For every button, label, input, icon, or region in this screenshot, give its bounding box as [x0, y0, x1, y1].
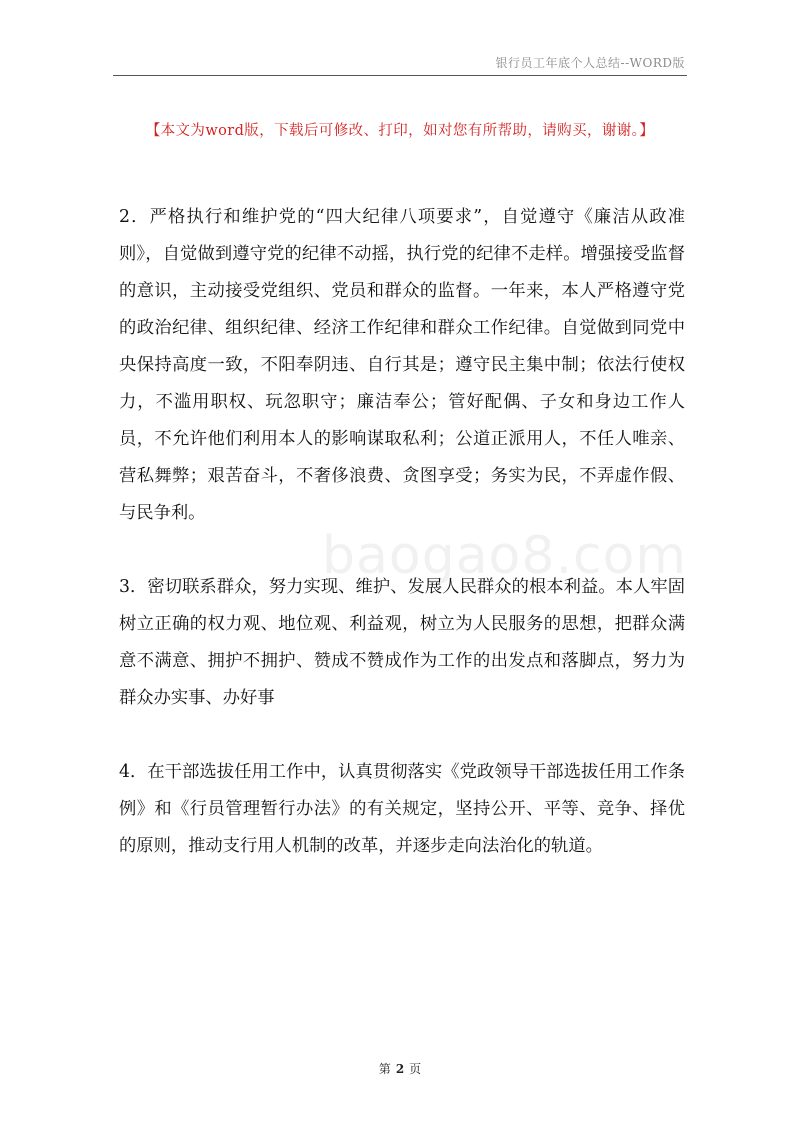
document-body: [119, 199, 688, 865]
paragraph-discipline: 2．严格执行和维护党的“四大纪律八项要求”，自觉遵守《廉洁从政准则》，自觉做到遵守党的纪律不动摇，执行党的纪律不走样。增强接受监督的意识，主动接受党组织、党员和群众的监督。一年来，本人严格遵守党的政治纪律、组织纪律、经济工作纪律和群众工作纪律。自觉做到同党中央保持高度一致，不阳奉阴违、自行其是；遵守民主集中制；依法行使权力，不滥用职权、玩忽职守；廉洁奉公；管好配偶、子女和身边工作人员，不允许他们利用本人的影响谋取私利；公道正派用人，不任人唯亲、营私舞弊；艰苦奋斗，不奢侈浪费、贪图享受；务实为民，不弄虚作假、与民争利。: [119, 207, 685, 523]
paragraph-cadre-selection: 4．在干部选拔任用工作中，认真贯彻落实《党政领导干部选拔任用工作条例》和《行员管理暂行办法》的有关规定，坚持公开、平等、竞争、择优的原则，推动支行用人机制的改革，并逐步走向法治化的轨道。: [119, 762, 685, 856]
page-number-suffix: 页: [409, 1062, 422, 1076]
page-number-prefix: 第: [378, 1062, 391, 1076]
page-number: 2: [395, 1062, 405, 1076]
running-header-title: 银行员工年底个人总结--WORD版: [495, 56, 685, 70]
page-number-footer: [0, 1060, 800, 1077]
watermark-text: baogao8.com: [322, 526, 688, 586]
paragraph-masses: 3．密切联系群众，努力实现、维护、发展人民群众的根本利益。本人牢固树立正确的权力观、地位观、利益观，树立为人民服务的思想，把群众满意不满意、拥护不拥护、赞成不赞成作为工作的出发点和落脚点，努力为群众办实事、办好事: [119, 577, 685, 708]
purchase-notice: 【本文为word版，下载后可修改、打印，如对您有所帮助，请购买，谢谢。】: [145, 123, 655, 139]
header-divider: [113, 75, 687, 76]
